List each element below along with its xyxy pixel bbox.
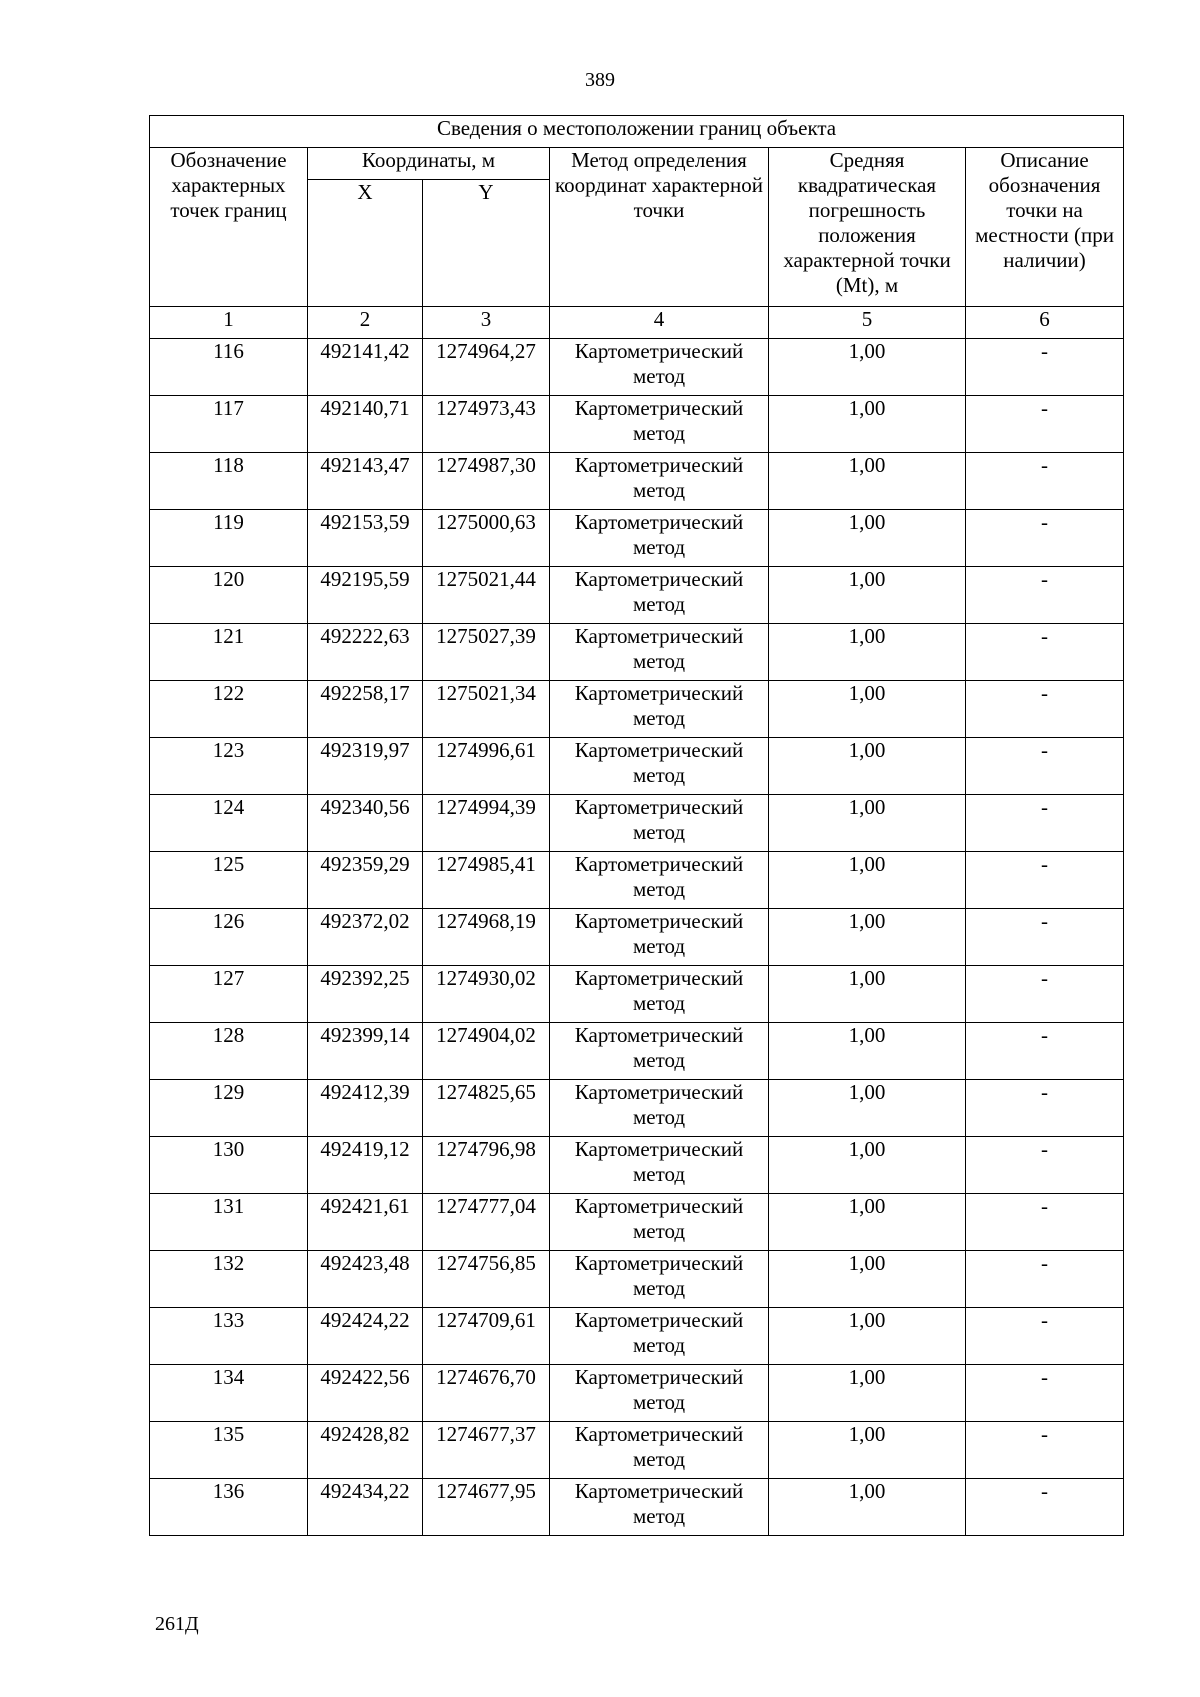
cell-description: - (966, 624, 1124, 681)
cell-description: - (966, 966, 1124, 1023)
cell-method: Картометрический метод (550, 1308, 769, 1365)
cell-error: 1,00 (769, 453, 966, 510)
cell-error: 1,00 (769, 1365, 966, 1422)
cell-y: 1274756,85 (423, 1251, 550, 1308)
column-number: 3 (423, 307, 550, 339)
cell-description: - (966, 1479, 1124, 1536)
cell-point: 126 (150, 909, 308, 966)
cell-x: 492421,61 (308, 1194, 423, 1251)
cell-method: Картометрический метод (550, 1137, 769, 1194)
cell-method: Картометрический метод (550, 852, 769, 909)
column-number: 6 (966, 307, 1124, 339)
cell-method: Картометрический метод (550, 1479, 769, 1536)
header-error: Средняя квадратическая погрешность положения характерной точки (Mt), м (769, 148, 966, 307)
cell-x: 492319,97 (308, 738, 423, 795)
header-row (150, 148, 1124, 180)
header-method: Метод определения координат характерной точки (550, 148, 769, 307)
cell-point: 120 (150, 567, 308, 624)
cell-point: 116 (150, 339, 308, 396)
cell-error: 1,00 (769, 1023, 966, 1080)
table-row (150, 339, 1124, 396)
cell-error: 1,00 (769, 339, 966, 396)
cell-x: 492424,22 (308, 1308, 423, 1365)
cell-method: Картометрический метод (550, 1080, 769, 1137)
table-row (150, 1365, 1124, 1422)
boundary-coordinates-table (149, 115, 1124, 1536)
cell-x: 492141,42 (308, 339, 423, 396)
cell-point: 136 (150, 1479, 308, 1536)
table-row (150, 1023, 1124, 1080)
column-number-row (150, 307, 1124, 339)
cell-description: - (966, 738, 1124, 795)
header-x: X (308, 180, 423, 307)
cell-error: 1,00 (769, 1251, 966, 1308)
cell-description: - (966, 396, 1124, 453)
cell-y: 1275021,44 (423, 567, 550, 624)
cell-method: Картометрический метод (550, 339, 769, 396)
cell-y: 1274994,39 (423, 795, 550, 852)
cell-error: 1,00 (769, 852, 966, 909)
cell-y: 1274796,98 (423, 1137, 550, 1194)
cell-y: 1274825,65 (423, 1080, 550, 1137)
cell-y: 1274677,95 (423, 1479, 550, 1536)
table-row (150, 453, 1124, 510)
column-number: 4 (550, 307, 769, 339)
cell-error: 1,00 (769, 1308, 966, 1365)
cell-method: Картометрический метод (550, 738, 769, 795)
cell-y: 1274968,19 (423, 909, 550, 966)
table-caption-row (150, 116, 1124, 148)
cell-y: 1274930,02 (423, 966, 550, 1023)
cell-method: Картометрический метод (550, 510, 769, 567)
cell-error: 1,00 (769, 795, 966, 852)
cell-description: - (966, 852, 1124, 909)
cell-error: 1,00 (769, 567, 966, 624)
cell-method: Картометрический метод (550, 966, 769, 1023)
cell-method: Картометрический метод (550, 909, 769, 966)
cell-x: 492222,63 (308, 624, 423, 681)
table-row (150, 396, 1124, 453)
table-caption: Сведения о местоположении границ объекта (150, 116, 1124, 148)
cell-x: 492434,22 (308, 1479, 423, 1536)
cell-y: 1274777,04 (423, 1194, 550, 1251)
cell-point: 135 (150, 1422, 308, 1479)
cell-point: 119 (150, 510, 308, 567)
table-row (150, 510, 1124, 567)
cell-point: 121 (150, 624, 308, 681)
cell-method: Картометрический метод (550, 681, 769, 738)
column-number: 5 (769, 307, 966, 339)
table-row (150, 567, 1124, 624)
cell-description: - (966, 681, 1124, 738)
cell-x: 492422,56 (308, 1365, 423, 1422)
cell-description: - (966, 1080, 1124, 1137)
cell-description: - (966, 795, 1124, 852)
cell-y: 1274677,37 (423, 1422, 550, 1479)
cell-x: 492258,17 (308, 681, 423, 738)
cell-description: - (966, 453, 1124, 510)
cell-error: 1,00 (769, 966, 966, 1023)
cell-description: - (966, 1251, 1124, 1308)
cell-method: Картометрический метод (550, 1365, 769, 1422)
cell-y: 1275000,63 (423, 510, 550, 567)
cell-x: 492143,47 (308, 453, 423, 510)
cell-error: 1,00 (769, 624, 966, 681)
cell-description: - (966, 1365, 1124, 1422)
cell-description: - (966, 510, 1124, 567)
cell-method: Картометрический метод (550, 624, 769, 681)
cell-y: 1275027,39 (423, 624, 550, 681)
table-row (150, 1194, 1124, 1251)
cell-error: 1,00 (769, 1137, 966, 1194)
cell-x: 492423,48 (308, 1251, 423, 1308)
column-number: 2 (308, 307, 423, 339)
cell-method: Картометрический метод (550, 1251, 769, 1308)
cell-x: 492392,25 (308, 966, 423, 1023)
cell-x: 492419,12 (308, 1137, 423, 1194)
cell-point: 124 (150, 795, 308, 852)
page-number: 389 (585, 69, 615, 91)
table-row (150, 738, 1124, 795)
cell-error: 1,00 (769, 909, 966, 966)
cell-x: 492372,02 (308, 909, 423, 966)
header-y: Y (423, 180, 550, 307)
table-row (150, 624, 1124, 681)
header-description: Описание обозначения точки на местности (при наличии) (966, 148, 1124, 307)
cell-y: 1274985,41 (423, 852, 550, 909)
cell-point: 134 (150, 1365, 308, 1422)
cell-method: Картометрический метод (550, 396, 769, 453)
cell-point: 127 (150, 966, 308, 1023)
cell-y: 1274904,02 (423, 1023, 550, 1080)
cell-point: 118 (150, 453, 308, 510)
cell-x: 492140,71 (308, 396, 423, 453)
cell-y: 1274964,27 (423, 339, 550, 396)
cell-point: 132 (150, 1251, 308, 1308)
cell-description: - (966, 1422, 1124, 1479)
cell-point: 129 (150, 1080, 308, 1137)
cell-y: 1274973,43 (423, 396, 550, 453)
cell-method: Картометрический метод (550, 453, 769, 510)
cell-description: - (966, 909, 1124, 966)
cell-description: - (966, 1137, 1124, 1194)
cell-x: 492195,59 (308, 567, 423, 624)
cell-error: 1,00 (769, 1194, 966, 1251)
cell-description: - (966, 1194, 1124, 1251)
table-row (150, 1251, 1124, 1308)
cell-error: 1,00 (769, 1080, 966, 1137)
cell-y: 1275021,34 (423, 681, 550, 738)
cell-point: 125 (150, 852, 308, 909)
cell-description: - (966, 1308, 1124, 1365)
header-coordinates: Координаты, м (308, 148, 550, 180)
cell-method: Картометрический метод (550, 1023, 769, 1080)
table-row (150, 966, 1124, 1023)
cell-method: Картометрический метод (550, 795, 769, 852)
table-row (150, 1137, 1124, 1194)
cell-x: 492359,29 (308, 852, 423, 909)
table-row (150, 909, 1124, 966)
cell-error: 1,00 (769, 510, 966, 567)
cell-error: 1,00 (769, 681, 966, 738)
cell-point: 117 (150, 396, 308, 453)
cell-y: 1274676,70 (423, 1365, 550, 1422)
cell-point: 123 (150, 738, 308, 795)
cell-description: - (966, 339, 1124, 396)
cell-method: Картометрический метод (550, 1422, 769, 1479)
cell-method: Картометрический метод (550, 1194, 769, 1251)
cell-y: 1274987,30 (423, 453, 550, 510)
cell-error: 1,00 (769, 396, 966, 453)
cell-point: 128 (150, 1023, 308, 1080)
cell-point: 131 (150, 1194, 308, 1251)
cell-x: 492153,59 (308, 510, 423, 567)
cell-error: 1,00 (769, 1479, 966, 1536)
table-row (150, 681, 1124, 738)
table-row (150, 795, 1124, 852)
cell-y: 1274709,61 (423, 1308, 550, 1365)
table-row (150, 1422, 1124, 1479)
cell-point: 122 (150, 681, 308, 738)
cell-x: 492340,56 (308, 795, 423, 852)
cell-x: 492428,82 (308, 1422, 423, 1479)
table-row (150, 1308, 1124, 1365)
cell-description: - (966, 1023, 1124, 1080)
cell-method: Картометрический метод (550, 567, 769, 624)
cell-error: 1,00 (769, 1422, 966, 1479)
header-point: Обозначение характерных точек границ (150, 148, 308, 307)
cell-y: 1274996,61 (423, 738, 550, 795)
cell-point: 130 (150, 1137, 308, 1194)
cell-x: 492399,14 (308, 1023, 423, 1080)
table-row (150, 1479, 1124, 1536)
table-row (150, 852, 1124, 909)
cell-description: - (966, 567, 1124, 624)
column-number: 1 (150, 307, 308, 339)
cell-error: 1,00 (769, 738, 966, 795)
footer-document-code: 261Д (155, 1613, 199, 1635)
cell-x: 492412,39 (308, 1080, 423, 1137)
table-row (150, 1080, 1124, 1137)
cell-point: 133 (150, 1308, 308, 1365)
